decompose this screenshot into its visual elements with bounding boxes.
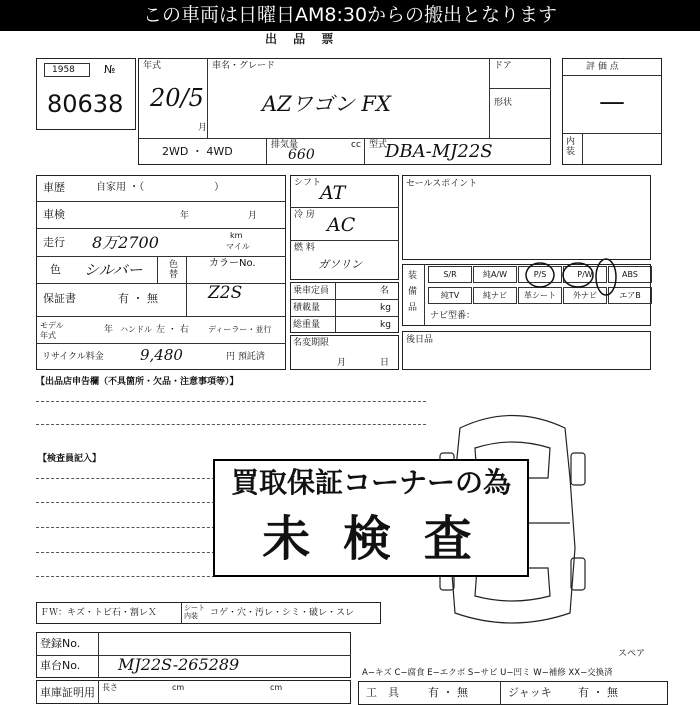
stamp-line1: 買取保証コーナーの為 xyxy=(230,466,511,499)
fw-note: ＦＷ：キズ・トビ石・割レＸ xyxy=(40,608,157,618)
load-unit: kg xyxy=(380,303,391,313)
cert-label: 車庫証明用 xyxy=(40,686,95,699)
reg-label: 登録No. xyxy=(40,637,81,650)
chassis-label: 車台No. xyxy=(40,659,81,672)
sheet-title: 出 品 票 xyxy=(265,32,340,46)
shop-note: 【出品店申告欄（不具箇所・欠品・注意事項等）】 xyxy=(36,377,239,387)
wheel-fr xyxy=(571,453,585,485)
model-value: AZワゴン FX xyxy=(262,92,391,116)
sales-point-label: セールスポイント xyxy=(406,179,478,189)
score-value: — xyxy=(599,87,625,117)
equipment-row2-cell-3: 外ナビ xyxy=(563,287,607,304)
interior-label: 内装 xyxy=(566,137,576,157)
history-label: 車歴 xyxy=(43,181,65,194)
inspection-year: 年 xyxy=(180,211,190,221)
color-label: 色 xyxy=(50,263,61,276)
jack-value: 有 ・ 無 xyxy=(578,686,618,699)
color-no-label: カラーNo. xyxy=(209,258,256,269)
shift-value: AT xyxy=(320,182,346,204)
capacity-label: 乗車定員 xyxy=(293,286,330,296)
equipment-row1-cell-4: ABS xyxy=(608,266,652,283)
banner-text: この車両は日曜日AM8:30からの搬出となります xyxy=(142,4,558,26)
fuel-label: 燃 料 xyxy=(294,243,315,253)
fuel-value: ガソリン xyxy=(318,258,362,271)
pw-circle xyxy=(563,263,593,287)
mileage-label: 走行 xyxy=(43,236,65,249)
seat-note: コゲ・穴・汚レ・シミ・破レ・スレ xyxy=(210,608,355,618)
cm-label-2: cm xyxy=(270,683,283,692)
displacement-value: 660 xyxy=(288,147,315,163)
jack-label: ジャッキ xyxy=(508,686,552,699)
deadline-month: 月 xyxy=(337,358,347,368)
ac-label: 冷 房 xyxy=(294,210,315,220)
shape-label: 形状 xyxy=(494,98,513,108)
mileage-unit-km: km xyxy=(230,231,243,240)
drive-label: 2WD ・ 4WD xyxy=(162,145,233,158)
navi-label: ナビ型番： xyxy=(430,311,476,321)
ps-circle xyxy=(526,263,554,287)
dealer-label: ディーラー・並行 xyxy=(208,325,272,334)
load-label: 積載量 xyxy=(293,303,321,313)
recycle-label: リサイクル料金 xyxy=(42,352,104,362)
equipment-row1-cell-0: S/R xyxy=(428,266,472,283)
equipment-row2-cell-1: 純ナビ xyxy=(473,287,517,304)
ac-value: AC xyxy=(327,214,356,236)
handle-value: 左 ・ 右 xyxy=(156,325,189,335)
handle-label: ハンドル xyxy=(120,325,152,334)
inspection-month: 月 xyxy=(248,211,258,221)
equipment-row2-cell-0: 純TV xyxy=(428,287,472,304)
seat-label: シート内装 xyxy=(184,604,205,620)
deadline-day: 日 xyxy=(380,358,390,368)
year-value: 20/5 xyxy=(150,84,204,112)
color-no-value: Z2S xyxy=(208,283,243,303)
equipment-row1-cell-2: P/S xyxy=(518,266,562,283)
recycle-value: 9,480 xyxy=(140,346,183,364)
stamp-line2: 未 検 査 xyxy=(262,511,480,567)
tools-value: 有 ・ 無 xyxy=(428,686,468,699)
lot-number: 80638 xyxy=(47,90,124,118)
after-label: 後日品 xyxy=(406,335,434,345)
color-change-label: 色替 xyxy=(169,260,179,280)
recycle-unit: 円 預託済 xyxy=(226,352,265,362)
equipment-row2-cell-2: 革シート xyxy=(518,287,562,304)
cm-label-1: cm xyxy=(172,683,185,692)
warranty-label: 保証書 xyxy=(43,292,76,305)
inspector-label: 【検査員記入】 xyxy=(38,454,102,464)
capacity-unit: 名 xyxy=(380,286,390,296)
equipment-row1-cell-1: 純A/W xyxy=(473,266,517,283)
warranty-value: 有 ・ 無 xyxy=(118,292,158,305)
type-label: 型式 xyxy=(369,140,388,150)
type-value: DBA-MJ22S xyxy=(385,141,493,162)
equipment-row2-cell-4: エアB xyxy=(608,287,652,304)
equipment-label: 装備品 xyxy=(408,271,418,313)
mileage-value: 8万2700 xyxy=(92,233,159,252)
model-year-label: モデル年式 xyxy=(40,321,64,340)
history-value: 自家用 ・（ ） xyxy=(96,182,225,193)
abs-circle xyxy=(596,259,616,295)
damage-codes: A−キズ C−腐食 E−エクボ S−サビ U−凹ミ W−補修 XX−交換済 xyxy=(362,668,613,678)
inspection-label: 車検 xyxy=(43,208,65,221)
door-label: ドア xyxy=(494,61,512,71)
displacement-label: 排気量 xyxy=(271,140,299,150)
model-year-unit: 年 xyxy=(104,325,114,335)
history-box xyxy=(36,175,286,370)
handwritten-circles xyxy=(520,255,650,315)
color-value: シルバー xyxy=(84,261,143,279)
chassis-value: MJ22S-265289 xyxy=(118,655,240,674)
year-label: 年式 xyxy=(143,61,162,71)
tools-label: 工 具 xyxy=(366,686,399,699)
equipment-row1-cell-3: P/W xyxy=(563,266,607,283)
deadline-label: 名変期限 xyxy=(293,338,330,348)
year-suffix: 月 xyxy=(198,123,208,133)
mileage-unit-mile: マイル xyxy=(226,242,250,251)
length-label: 長さ xyxy=(102,683,118,692)
no-label: № xyxy=(104,63,116,76)
model-label: 車名・グレード xyxy=(212,61,276,71)
shift-label: シフト xyxy=(294,178,322,188)
score-label: 評 価 点 xyxy=(586,62,619,72)
gross-unit: kg xyxy=(380,320,391,330)
gross-label: 総重量 xyxy=(293,320,321,330)
cc-label: cc xyxy=(351,140,361,150)
spare-label: スペア xyxy=(618,649,646,659)
no-box-number: 1958 xyxy=(52,65,75,75)
after-box xyxy=(402,331,651,370)
